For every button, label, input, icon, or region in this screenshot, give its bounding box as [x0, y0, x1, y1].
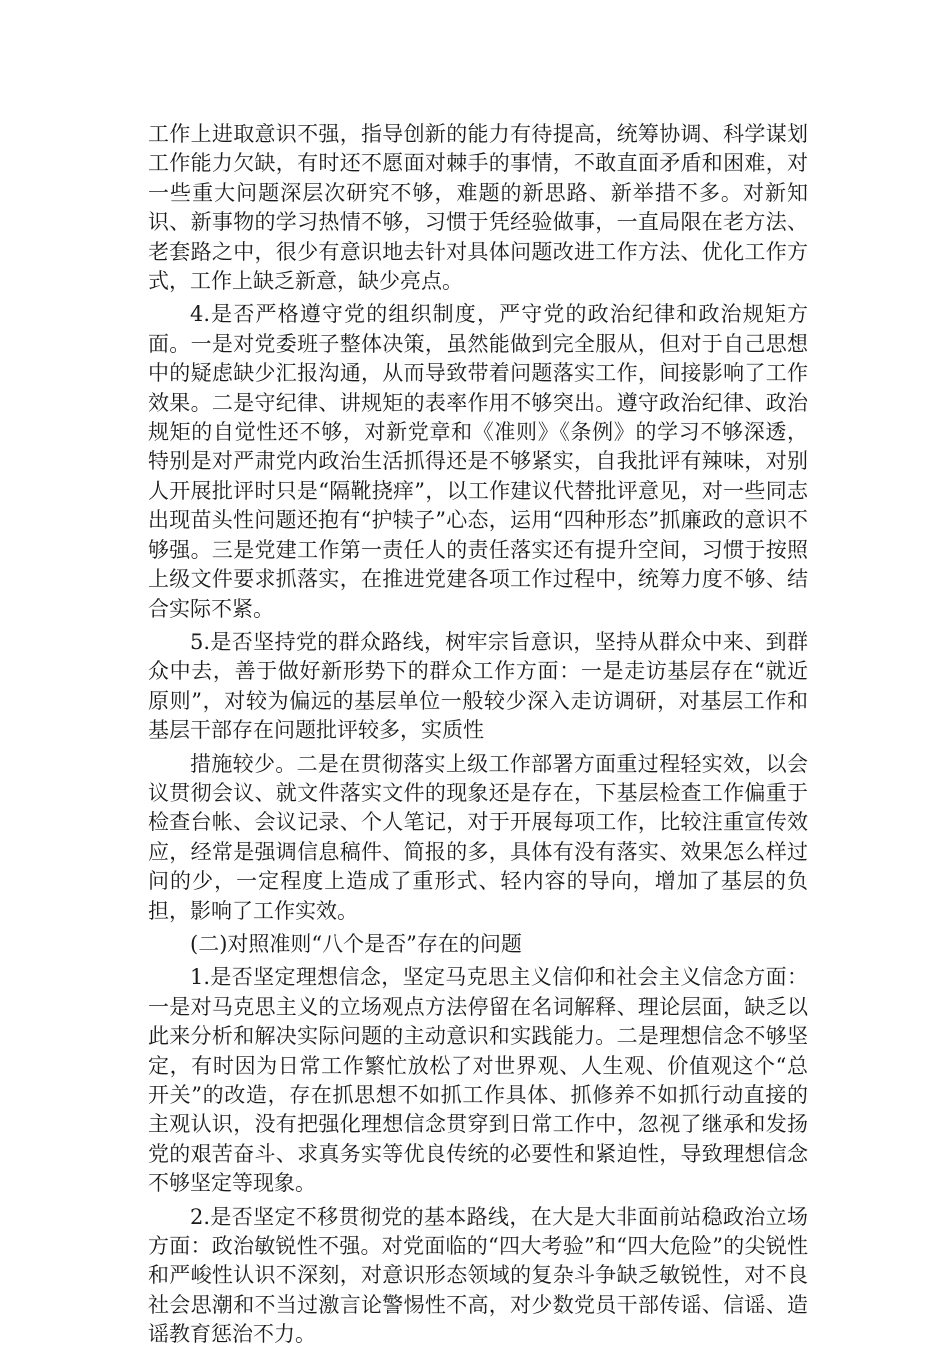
paragraph-item-5-continued: 措施较少。二是在贯彻落实上级工作部署方面重过程轻实效，以会议贯彻会议、就文件落实文件的现象还是存在，下基层检查工作偏重于检查台帐、会议记录、个人笔记，对于开展每项工作，比较注重宣传效应，经常是强调信息稿件、简报的多，具体有没有落实、效果怎么样过问的少，一定程度上造成了重形式、轻内容的导向，增加了基层的负担，影响了工作实效。 — [148, 751, 808, 923]
paragraph-continuation: 工作上进取意识不强，指导创新的能力有待提高，统筹协调、科学谋划工作能力欠缺，有时还不愿面对棘手的事情，不敢直面矛盾和困难，对一些重大问题深层次研究不够，难题的新思路、新举措不多。对新知识、新事物的学习热情不够，习惯于凭经验做事，一直局限在老方法、老套路之中，很少有意识地去针对具体问题改进工作方法、优化工作方式，工作上缺乏新意，缺少亮点。 — [148, 122, 808, 294]
paragraph-item-4: 4.是否严格遵守党的组织制度，严守党的政治纪律和政治规矩方面。一是对党委班子整体决策，虽然能做到完全服从，但对于自己思想中的疑虑缺少汇报沟通，从而导致带着问题落实工作，间接影响了工作效果。二是守纪律、讲规矩的表率作用不够突出。遵守政治纪律、政治规矩的自觉性还不够，对新党章和《准则》《条例》的学习不够深透，特别是对严肃党内政治生活抓得还是不够紧实，自我批评有辣味，对别人开展批评时只是“隔靴挠痒”，以工作建议代替批评意见，对一些同志出现苗头性问题还抱有“护犊子”心态，运用“四种形态”抓廉政的意识不够强。三是党建工作第一责任人的责任落实还有提升空间，习惯于按照上级文件要求抓落实，在推进党建各项工作过程中，统筹力度不够、结合实际不紧。 — [148, 302, 808, 621]
section-heading: (二)对照准则“八个是否”存在的问题 — [190, 931, 522, 956]
paragraph-item-2: 2.是否坚定不移贯彻党的基本路线，在大是大非面前站稳政治立场方面：政治敏锐性不强。对党面临的“四大考验”和“四大危险”的尖锐性和严峻性认识不深刻，对意识形态领域的复杂斗争缺乏敏锐性，对不良社会思潮和不当过激言论警惕性不高，对少数党员干部传谣、信谣、造谣教育惩治不力。 — [148, 1204, 808, 1347]
paragraph-item-5: 5.是否坚持党的群众路线，树牢宗旨意识，坚持从群众中来、到群众中去，善于做好新形势下的群众工作方面：一是走访基层存在“就近原则”，对较为偏远的基层单位一般较少深入走访调研，对基层工作和基层干部存在问题批评较多，实质性 — [148, 629, 808, 743]
paragraph-item-1: 1.是否坚定理想信念，坚定马克思主义信仰和社会主义信念方面：一是对马克思主义的立场观点方法停留在名词解释、理论层面，缺乏以此来分析和解决实际问题的主动意识和实践能力。二是理想信念不够坚定，有时因为日常工作繁忙放松了对世界观、人生观、价值观这个“总开关”的改造，存在抓思想不如抓工作具体、抓修养不如抓行动直接的主观认识，没有把强化理想信念贯穿到日常工作中，忽视了继承和发扬党的艰苦奋斗、求真务实等优良传统的必要性和紧迫性，导致理想信念不够坚定等现象。 — [148, 965, 808, 1196]
document-page — [148, 120, 808, 1354]
